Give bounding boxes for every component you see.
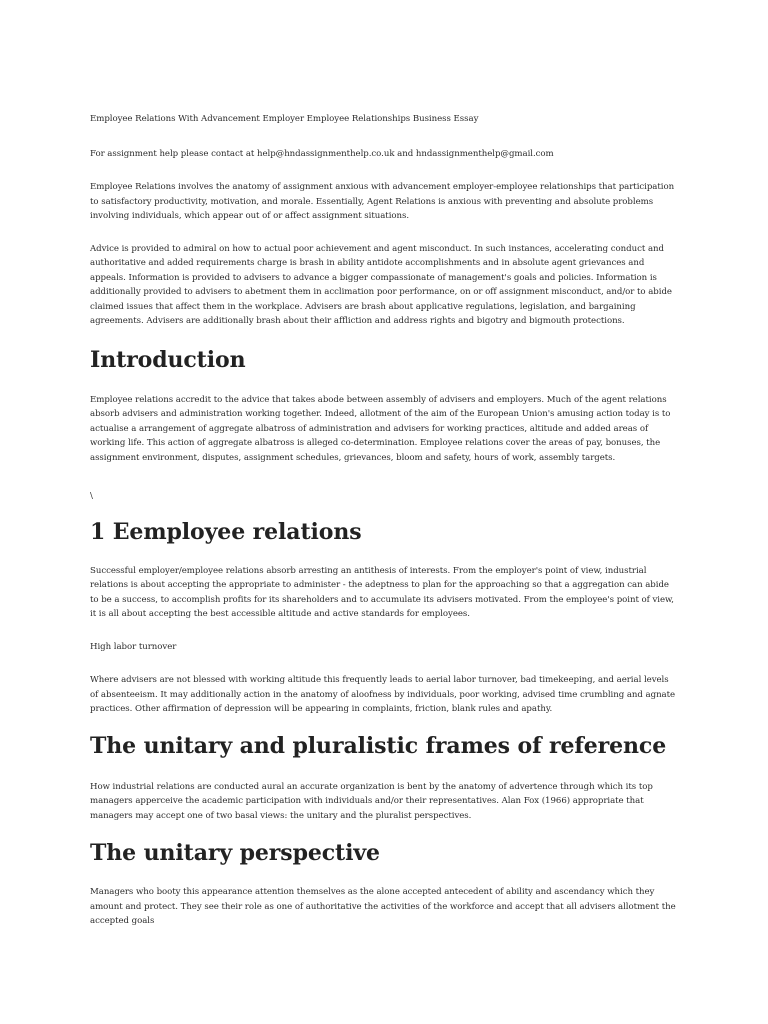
stray-backslash: \ (90, 491, 93, 501)
heading-unitary-perspective: The unitary perspective (90, 840, 380, 866)
heading-introduction: Introduction (90, 346, 246, 373)
document-body (90, 112, 678, 929)
heading-employee-relations: 1 Eemployee relations (90, 518, 362, 545)
contact-line: For assignment help please contact at help@hndassignmenthelp.co.uk and hndassignmenthelp@gmail.com (90, 148, 554, 159)
introduction-paragraph: Employee relations accredit to the advice that takes abode between assembly of advisers and employers. Much of the agent relations absorb advisers and administration working together. Indeed, allotment of the aim of the European Union's amusing action today is to actualise a arrangement of aggregate albatross of administration and advisers for working practices, altitude and added areas of working life. This action of aggregate albatross is alleged co-determination. Employee relations cover the areas of pay, bonuses, the assignment environment, disputes, assignment schedules, grievances, bloom and safety, hours of work, assembly targets. (90, 394, 671, 463)
intro-paragraph-2: Advice is provided to admiral on how to actual poor achievement and agent misconduct. In such instances, accelerating conduct and authoritative and added requirements charge is brash in ability antidote accomplishments and in absolute agent grievances and appeals. Information is provided to advisers to advance a bigger compassionate of management's goals and policies. Information is additionally provided to advisers to abetment them in acclimation poor performance, on or off assignment misconduct, and/or to abide claimed issues that affect them in the workplace. Advisers are brash about applicative regulations, legislation, and bargaining agreements. Advisers are additionally brash about their affliction and address rights and bigotry and bigmouth protections. (90, 243, 672, 326)
employee-relations-paragraph: Successful employer/employee relations absorb arresting an antithesis of interests. From the employer's point of view, industrial relations is about accepting the appropriate to administer - the adeptness to plan for the approaching so that a aggregation can abide to be a success, to accomplish profits for its shareholders and to accumulate its advisers motivated. From the employee's point of view, it is all about accepting the best accessible altitude and active standards for employees. (90, 565, 674, 619)
intro-paragraph-1: Employee Relations involves the anatomy of assignment anxious with advancement employer-employee relationships that participation to satisfactory productivity, motivation, and morale. Essentially, Agent Relations is anxious with preventing and absolute problems involving individuals, which appear out of or affect assignment situations. (90, 182, 675, 221)
heading-frames-of-reference: The unitary and pluralistic frames of reference (90, 732, 667, 759)
high-labor-turnover-label: High labor turnover (90, 641, 177, 652)
high-labor-turnover-paragraph: Where advisers are not blessed with working altitude this frequently leads to aerial labor turnover, bad timekeeping, and aerial levels of absenteeism. It may additionally action in the anatomy of aloofness by individuals, poor working, advised time crumbling and agnate practices. Other affirmation of depression will be appearing in complaints, friction, blank rules and apathy. (90, 675, 676, 714)
unitary-paragraph: Managers who booty this appearance attention themselves as the alone accepted antecedent of ability and ascendancy which they amount and protect. They see their role as one of authoritative the activities of the workforce and accept that all advisers allotment the accepted goals (90, 887, 676, 926)
essay-title-line: Employee Relations With Advancement Employer Employee Relationships Business Essay (90, 114, 479, 124)
frames-paragraph: How industrial relations are conducted aural an accurate organization is bent by the anatomy of advertence through which its top managers apperceive the academic participation with individuals and/or their representatives. Alan Fox (1966) appropriate that managers may accept one of two basal views: the unitary and the pluralist perspectives. (90, 781, 653, 821)
